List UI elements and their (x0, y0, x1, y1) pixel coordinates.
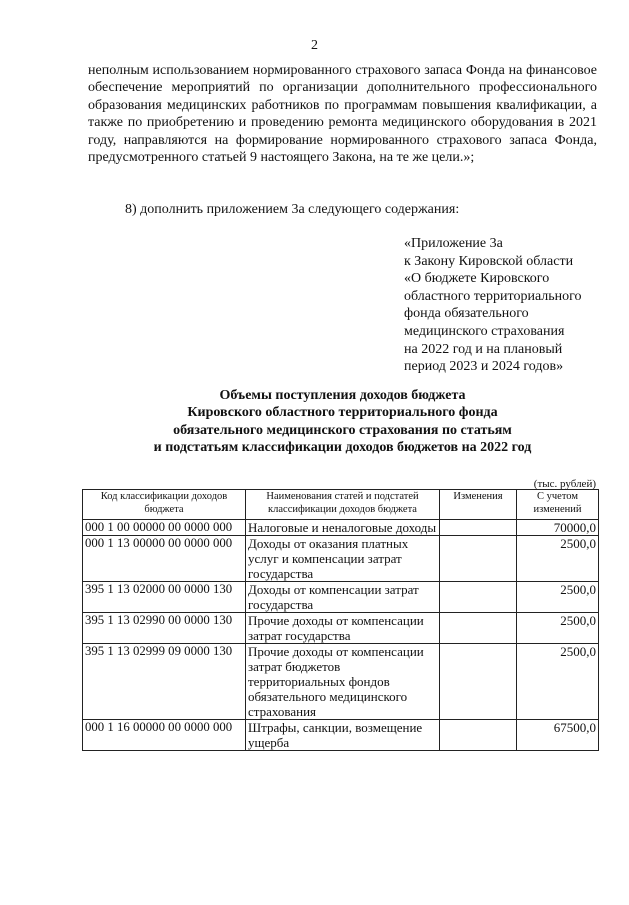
appendix-ref-line: к Закону Кировской области (404, 253, 574, 269)
cell-total: 2500,0 (517, 536, 599, 582)
appendix-ref-line: областного территориального (404, 288, 582, 304)
table-row (83, 520, 599, 536)
cell-changes (440, 536, 517, 582)
appendix-reference (404, 235, 604, 376)
table-row (83, 644, 599, 720)
units-label: (тыс. рублей) (533, 478, 596, 490)
appendix-ref-line: «О бюджете Кировского (404, 271, 550, 287)
table-title-line: и подстатьям классификации доходов бюджетов на 2022 год (153, 439, 532, 455)
cell-name: Налоговые и неналоговые доходы (246, 520, 440, 536)
cell-name: Штрафы, санкции, возмещение ущерба (246, 720, 440, 751)
cell-total: 67500,0 (517, 720, 599, 751)
cell-code: 000 1 13 00000 00 0000 000 (83, 536, 246, 582)
header-changes: Изменения (440, 490, 517, 520)
amendment-item-8: 8) дополнить приложением 3а следующего содержания: (125, 202, 460, 217)
body-paragraph: неполным использованием нормированного страхового запаса Фонда на финансовое обеспечение мероприятий по организации дополнительного профессионального образования медицинских работников по программам повышения квалификации, а также по приобретению и проведению ремонта медицинского оборудования в 2021 году, направляются на формирование нормированного страхового запаса Фонда, предусмотренного статьей 9 настоящего Закона, на те же цели.»; (88, 63, 597, 166)
table-title-line: обязательного медицинского страхования по статьям (173, 422, 512, 438)
cell-changes (440, 720, 517, 751)
cell-code: 000 1 00 00000 00 0000 000 (83, 520, 246, 536)
cell-name: Прочие доходы от компенсации затрат государства (246, 613, 440, 644)
table-row (83, 613, 599, 644)
appendix-ref-line: фонда обязательного (404, 306, 529, 322)
header-total: С учетом изменений (517, 490, 599, 520)
appendix-ref-line: период 2023 и 2024 годов» (404, 359, 564, 375)
cell-code: 395 1 13 02000 00 0000 130 (83, 582, 246, 613)
cell-name: Доходы от оказания платных услуг и компенсации затрат государства (246, 536, 440, 582)
appendix-ref-line: на 2022 год и на плановый (404, 341, 563, 357)
cell-code: 395 1 13 02990 00 0000 130 (83, 613, 246, 644)
appendix-ref-line: «Приложение 3а (404, 236, 503, 251)
revenue-table (82, 489, 599, 751)
table-row (83, 720, 599, 751)
table-title (88, 387, 597, 456)
cell-total: 2500,0 (517, 644, 599, 720)
cell-changes (440, 613, 517, 644)
cell-total: 2500,0 (517, 613, 599, 644)
table-title-line: Объемы поступления доходов бюджета (219, 388, 466, 403)
cell-changes (440, 520, 517, 536)
page-number: 2 (311, 38, 318, 53)
header-name: Наименования статей и подстатей классификации доходов бюджета (246, 490, 440, 520)
table-row (83, 582, 599, 613)
cell-total: 2500,0 (517, 582, 599, 613)
header-code: Код классификации доходов бюджета (83, 490, 246, 520)
cell-changes (440, 582, 517, 613)
table-row (83, 536, 599, 582)
cell-total: 70000,0 (517, 520, 599, 536)
cell-name: Прочие доходы от компенсации затрат бюджетов территориальных фондов обязательного медицинского страхования (246, 644, 440, 720)
table-header-row (83, 490, 599, 520)
cell-changes (440, 644, 517, 720)
cell-code: 000 1 16 00000 00 0000 000 (83, 720, 246, 751)
table-title-line: Кировского областного территориального фонда (187, 405, 498, 421)
cell-name: Доходы от компенсации затрат государства (246, 582, 440, 613)
cell-code: 395 1 13 02999 09 0000 130 (83, 644, 246, 720)
appendix-ref-line: медицинского страхования (404, 323, 565, 339)
